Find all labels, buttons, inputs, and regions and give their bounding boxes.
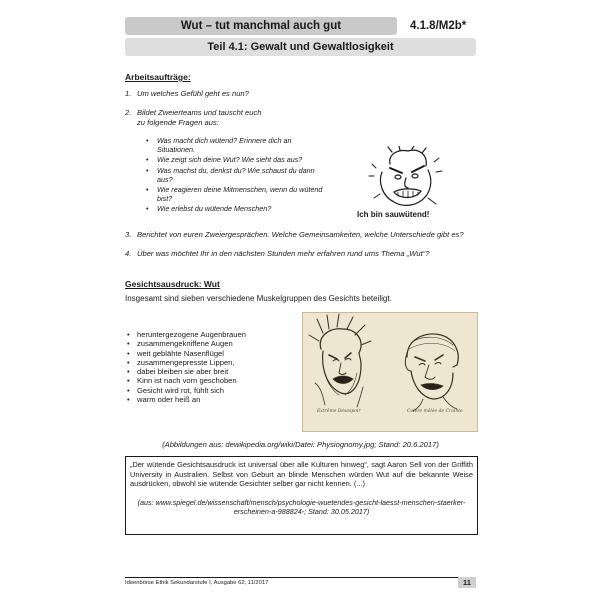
list-item-continuation: • dabei bleiben sie aber breit bbox=[125, 367, 295, 376]
list-item-continuation: • warm oder heiß an bbox=[125, 395, 295, 404]
list-item: • Gesicht wird rot, fühlt sich bbox=[125, 386, 295, 395]
list-item: • Wie reagieren deine Mitmenschen, wenn du wütend bist? bbox=[146, 185, 326, 203]
facial-expression-heading: Gesichtsausdruck: Wut bbox=[125, 279, 220, 289]
list-item: • Wie erlebst du wütende Menschen? bbox=[146, 204, 326, 213]
section-title: Teil 4.1: Gewalt und Gewaltlosigkeit bbox=[125, 38, 476, 56]
list-item: • Was machst du, denkst du? Wie schaust du dann aus? bbox=[146, 166, 326, 184]
page-title: Wut – tut manchmal auch gut bbox=[125, 17, 397, 35]
feature-list bbox=[125, 330, 295, 404]
list-item: • zusammengepresste Lippen, bbox=[125, 358, 295, 367]
task-1 bbox=[125, 89, 249, 99]
engraving-caption-right: Colère mêlée de Crainte bbox=[407, 409, 463, 414]
footer-divider bbox=[125, 577, 476, 578]
task-number: 1. bbox=[125, 89, 132, 98]
quote-text: „Der wütende Gesichtsausdruck ist universal über alle Kulturen hinweg“, sagt Aaron Sell von der Griffith University in Australien. Selbst von Geburt an blinde Menschen würden Wut auf die bekannte Weise ausdrücken, obwohl sie wütende Gesichter selber gar nicht kennen. (...) bbox=[130, 460, 473, 489]
facial-intro: Insgesamt sind sieben verschiedene Muskelgruppen des Gesichts beteiligt. bbox=[125, 294, 392, 303]
list-item: • zusammengekniffene Augen bbox=[125, 339, 295, 348]
image-source: (Abbildungen aus: dewikipedia.org/wiki/Datei: Physiognomy.jpg; Stand: 20.6.2017) bbox=[162, 440, 439, 449]
footer-text: Ideenbörse Ethik Sekundarstufe I, Ausgabe 62, 11/2017 bbox=[125, 580, 269, 586]
engraving-caption-left: Extrême Désespoir bbox=[317, 409, 361, 414]
list-item: • heruntergezogene Augenbrauen bbox=[125, 330, 295, 339]
tasks-heading: Arbeitsaufträge: bbox=[125, 72, 191, 82]
task-text: Über was möchtet Ihr in den nächsten Stunden mehr erfahren rund ums Thema „Wut“? bbox=[137, 249, 430, 258]
page-number: 11 bbox=[458, 577, 476, 588]
list-item: • Wie zeigt sich deine Wut? Wie sieht das aus? bbox=[146, 155, 326, 164]
task-text: Bildet Zweierteams und tauscht euch bbox=[137, 108, 262, 117]
task-text: zu folgende Fragen aus: bbox=[137, 118, 219, 127]
cartoon-caption: Ich bin sauwütend! bbox=[357, 210, 430, 219]
task-number: 3. bbox=[125, 230, 132, 239]
task-number: 4. bbox=[125, 249, 132, 258]
task-text: Berichtet von euren Zweiergesprächen. Welche Gemeinsamkeiten, welche Unterschiede gibt es? bbox=[137, 230, 464, 239]
list-item: • weit geblähte Nasenflügel bbox=[125, 349, 295, 358]
task-number: 2. bbox=[125, 108, 132, 117]
list-item: • Kinn ist nach vorn geschoben bbox=[125, 376, 295, 385]
physiognomy-engraving bbox=[302, 312, 478, 432]
question-list bbox=[146, 136, 326, 215]
task-2 bbox=[125, 108, 262, 128]
angry-face-cartoon bbox=[368, 146, 446, 210]
task-4 bbox=[125, 249, 430, 259]
quote-source: (aus: www.spiegel.de/wissenschaft/mensch/psychologie-wuetendes-gesicht-laesst-menschen-staerker-erscheinen-a-988824-; Stand: 30.05.2017) bbox=[137, 497, 466, 516]
task-3 bbox=[125, 230, 464, 240]
task-text: Um welches Gefühl geht es nun? bbox=[137, 89, 249, 98]
document-code: 4.1.8/M2b* bbox=[410, 20, 467, 32]
list-item: • Was macht dich wütend? Erinnere dich an Situationen. bbox=[146, 136, 326, 154]
quote-box bbox=[125, 456, 478, 535]
